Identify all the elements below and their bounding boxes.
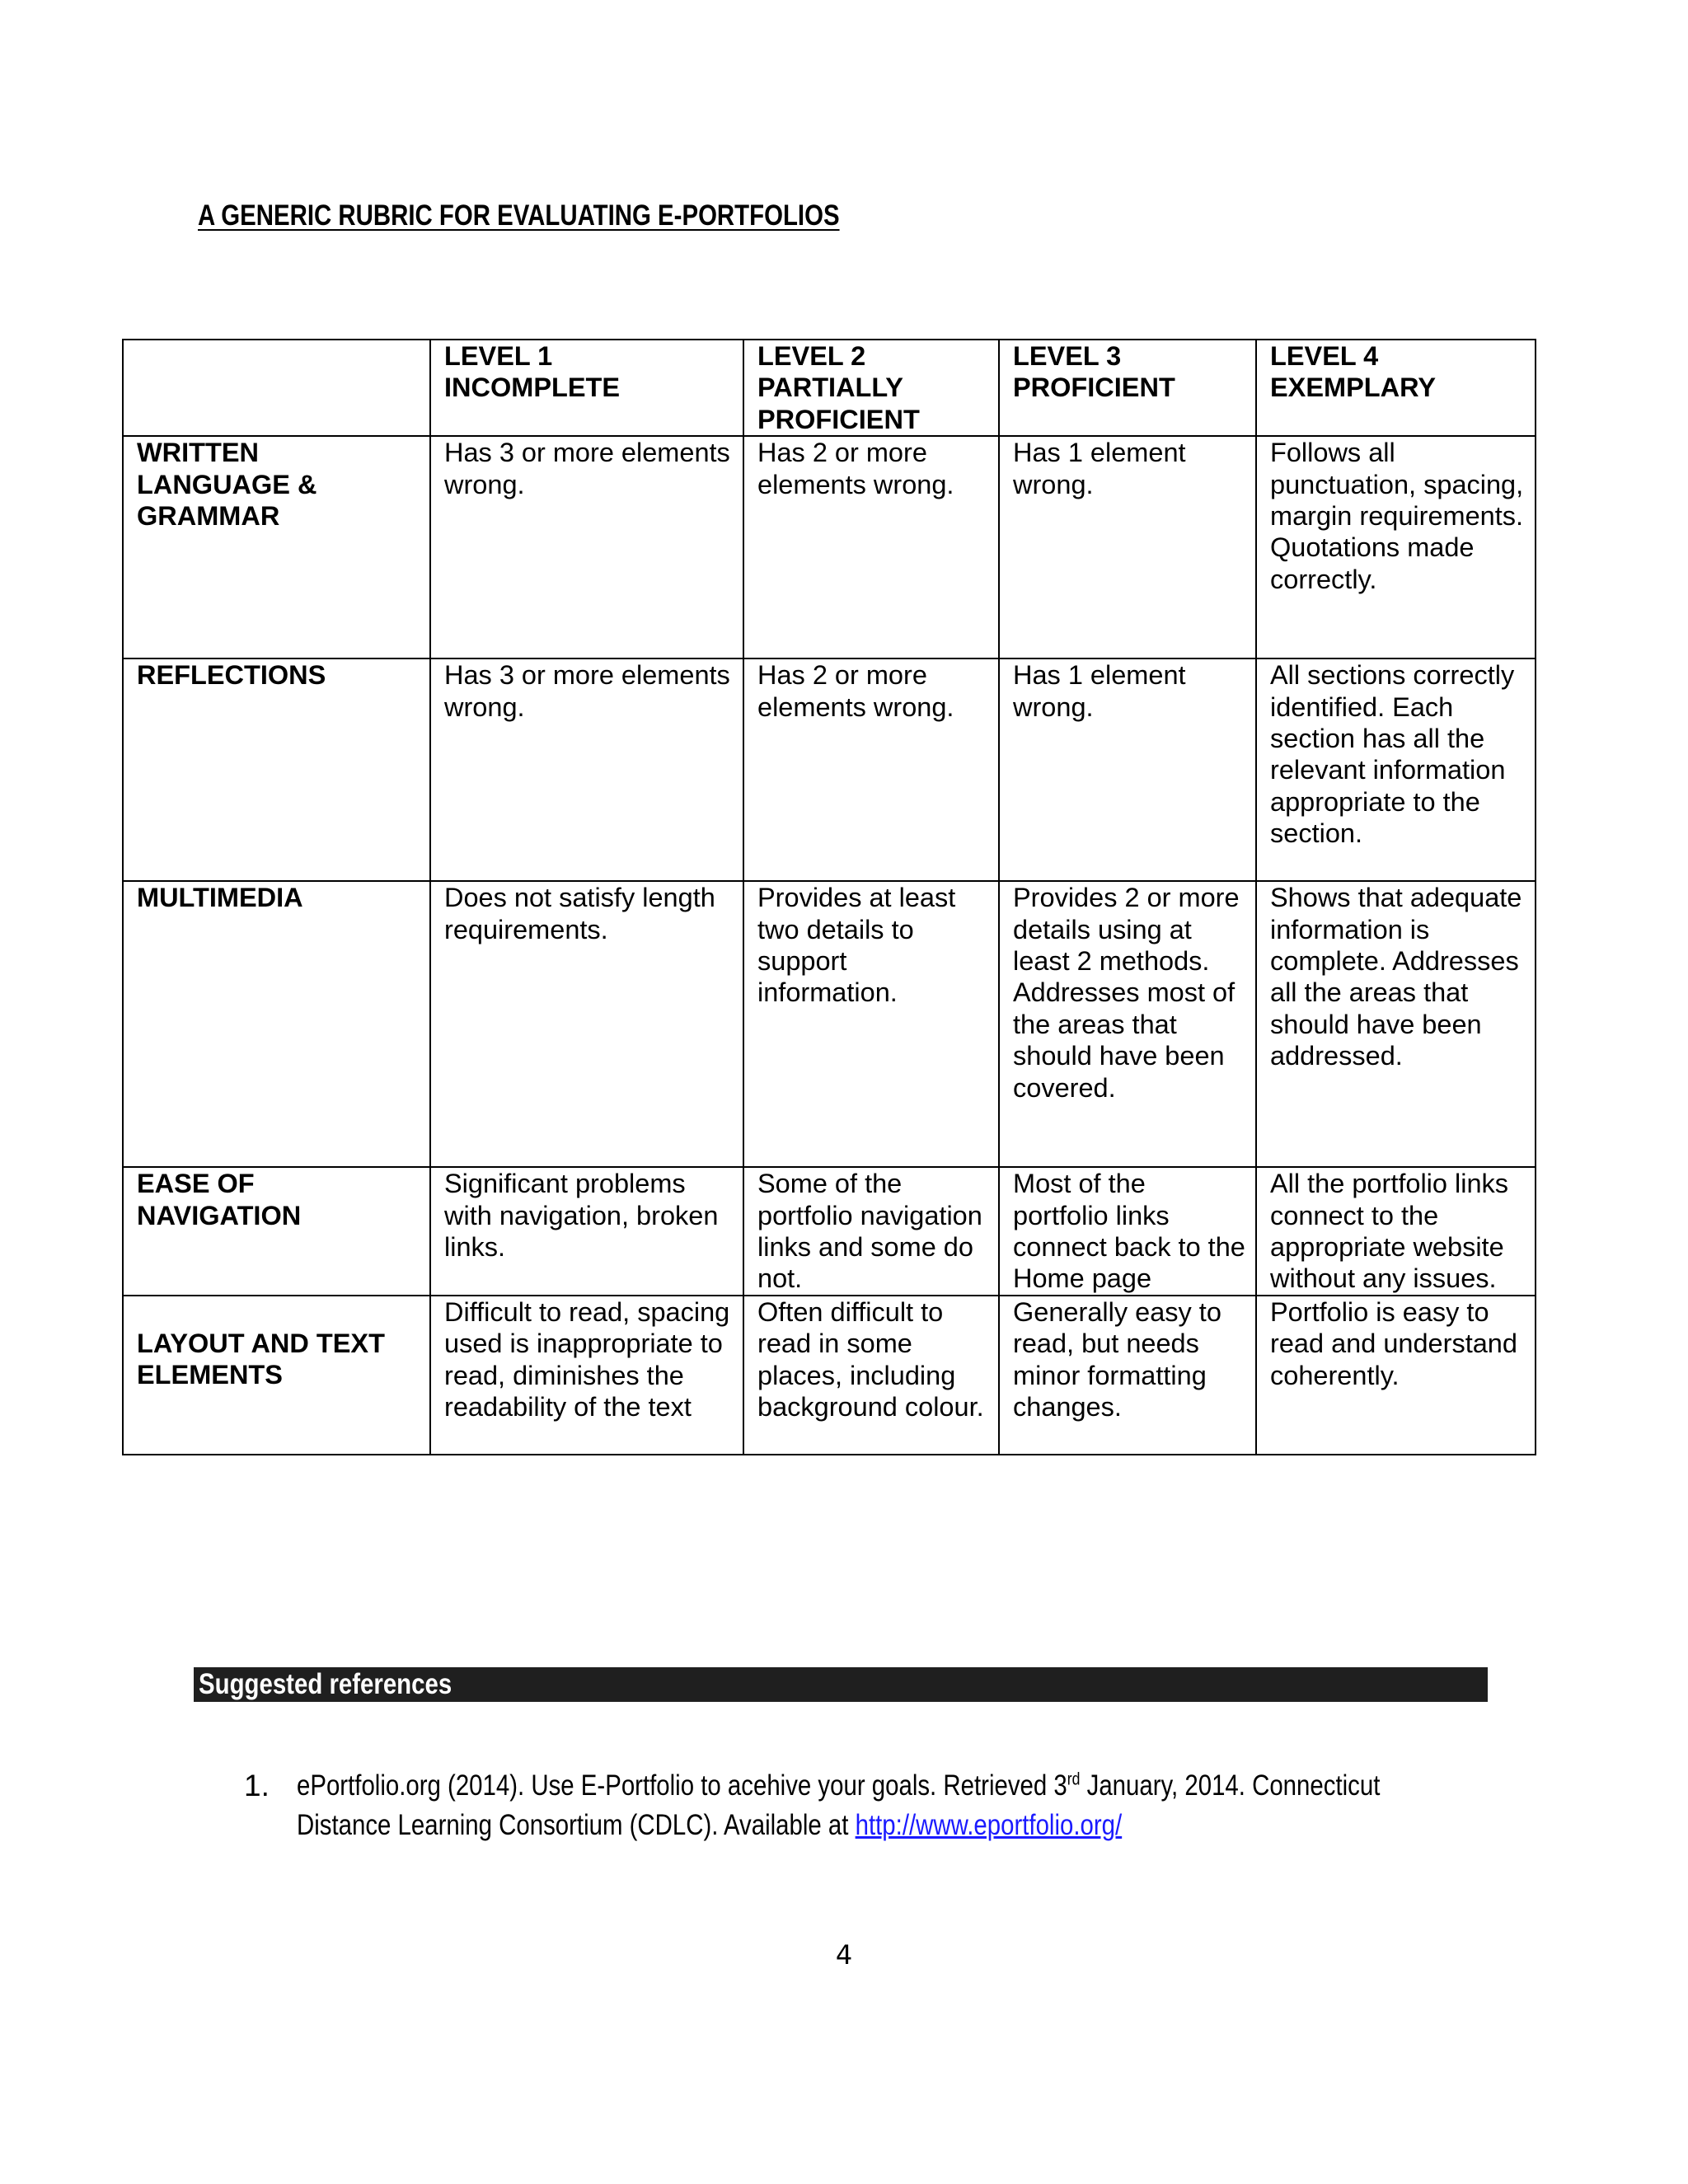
level-1-cell: Does not satisfy length requirements.	[430, 881, 743, 1167]
rubric-row-written-language	[123, 436, 1536, 658]
header-level-label: LEVEL 4	[1270, 341, 1379, 371]
level-2-cell: Often difficult to read in some places, including background colour.	[743, 1296, 999, 1455]
reference-superscript: rd	[1067, 1769, 1081, 1789]
reference-text	[297, 1766, 1474, 1845]
criterion-cell: LAYOUT AND TEXT ELEMENTS	[123, 1296, 430, 1455]
document-title: A GENERIC RUBRIC FOR EVALUATING E-PORTFOLIOS	[198, 199, 840, 232]
reference-link[interactable]: http://www.eportfolio.org/	[855, 1809, 1123, 1841]
references-heading-text: Suggested references	[199, 1668, 452, 1700]
header-level-label: LEVEL 2	[757, 341, 866, 371]
page-number: 4	[835, 1939, 853, 1971]
reference-text-part: ePortfolio.org (2014). Use E-Portfolio to acehive your goals. Retrieved 3	[297, 1769, 1067, 1802]
level-2-cell: Has 2 or more elements wrong.	[743, 658, 999, 881]
header-level-name: EXEMPLARY	[1270, 373, 1437, 403]
level-4-cell: Portfolio is easy to read and understand coherently.	[1256, 1296, 1536, 1455]
header-cell-empty	[123, 340, 430, 436]
header-cell-level-4	[1256, 340, 1536, 436]
header-level-name: INCOMPLETE	[444, 373, 621, 403]
level-3-cell: Generally easy to read, but needs minor formatting changes.	[999, 1296, 1256, 1455]
reference-number: 1.	[244, 1769, 270, 1802]
rubric-table	[122, 339, 1536, 1455]
level-2-cell: Has 2 or more elements wrong.	[743, 436, 999, 658]
level-4-cell: Follows all punctuation, spacing, margin requirements. Quotations made correctly.	[1256, 436, 1536, 658]
level-1-cell: Difficult to read, spacing used is inappropriate to read, diminishes the readability of the text	[430, 1296, 743, 1455]
references-list	[246, 1766, 1465, 1845]
criterion-cell: WRITTEN LANGUAGE & GRAMMAR	[123, 436, 430, 658]
level-1-cell: Has 3 or more elements wrong.	[430, 436, 743, 658]
level-1-cell: Has 3 or more elements wrong.	[430, 658, 743, 881]
level-3-cell: Most of the portfolio links connect back to the Home page	[999, 1167, 1256, 1296]
header-level-name: PROFICIENT	[1013, 373, 1175, 403]
criterion-cell: REFLECTIONS	[123, 658, 430, 881]
header-level-label: LEVEL 1	[444, 341, 553, 371]
level-3-cell: Has 1 element wrong.	[999, 436, 1256, 658]
rubric-row-reflections	[123, 658, 1536, 881]
header-cell-level-2	[743, 340, 999, 436]
level-4-cell: All sections correctly identified. Each section has all the relevant information appropriate to the section.	[1256, 658, 1536, 881]
level-3-cell: Has 1 element wrong.	[999, 658, 1256, 881]
reference-text-part: January, 2014. Connecticut Distance Learning Consortium (CDLC). Available at	[297, 1769, 1381, 1841]
criterion-cell: EASE OF NAVIGATION	[123, 1167, 430, 1296]
level-4-cell: All the portfolio links connect to the appropriate website without any issues.	[1256, 1167, 1536, 1296]
level-4-cell: Shows that adequate information is complete. Addresses all the areas that should have been addressed.	[1256, 881, 1536, 1167]
rubric-row-multimedia	[123, 881, 1536, 1167]
level-3-cell: Provides 2 or more details using at least 2 methods. Addresses most of the areas that should have been covered.	[999, 881, 1256, 1167]
rubric-row-ease-of-navigation	[123, 1167, 1536, 1296]
header-level-label: LEVEL 3	[1013, 341, 1122, 371]
level-2-cell: Some of the portfolio navigation links and some do not.	[743, 1167, 999, 1296]
rubric-row-layout-text-elements	[123, 1296, 1536, 1455]
level-2-cell: Provides at least two details to support information.	[743, 881, 999, 1167]
criterion-cell: MULTIMEDIA	[123, 881, 430, 1167]
rubric-header-row	[123, 340, 1536, 436]
level-1-cell: Significant problems with navigation, broken links.	[430, 1167, 743, 1296]
header-cell-level-1	[430, 340, 743, 436]
header-cell-level-3	[999, 340, 1256, 436]
references-heading	[194, 1667, 1488, 1702]
reference-item	[246, 1766, 1465, 1845]
header-level-name: PARTIALLY PROFICIENT	[757, 373, 920, 434]
